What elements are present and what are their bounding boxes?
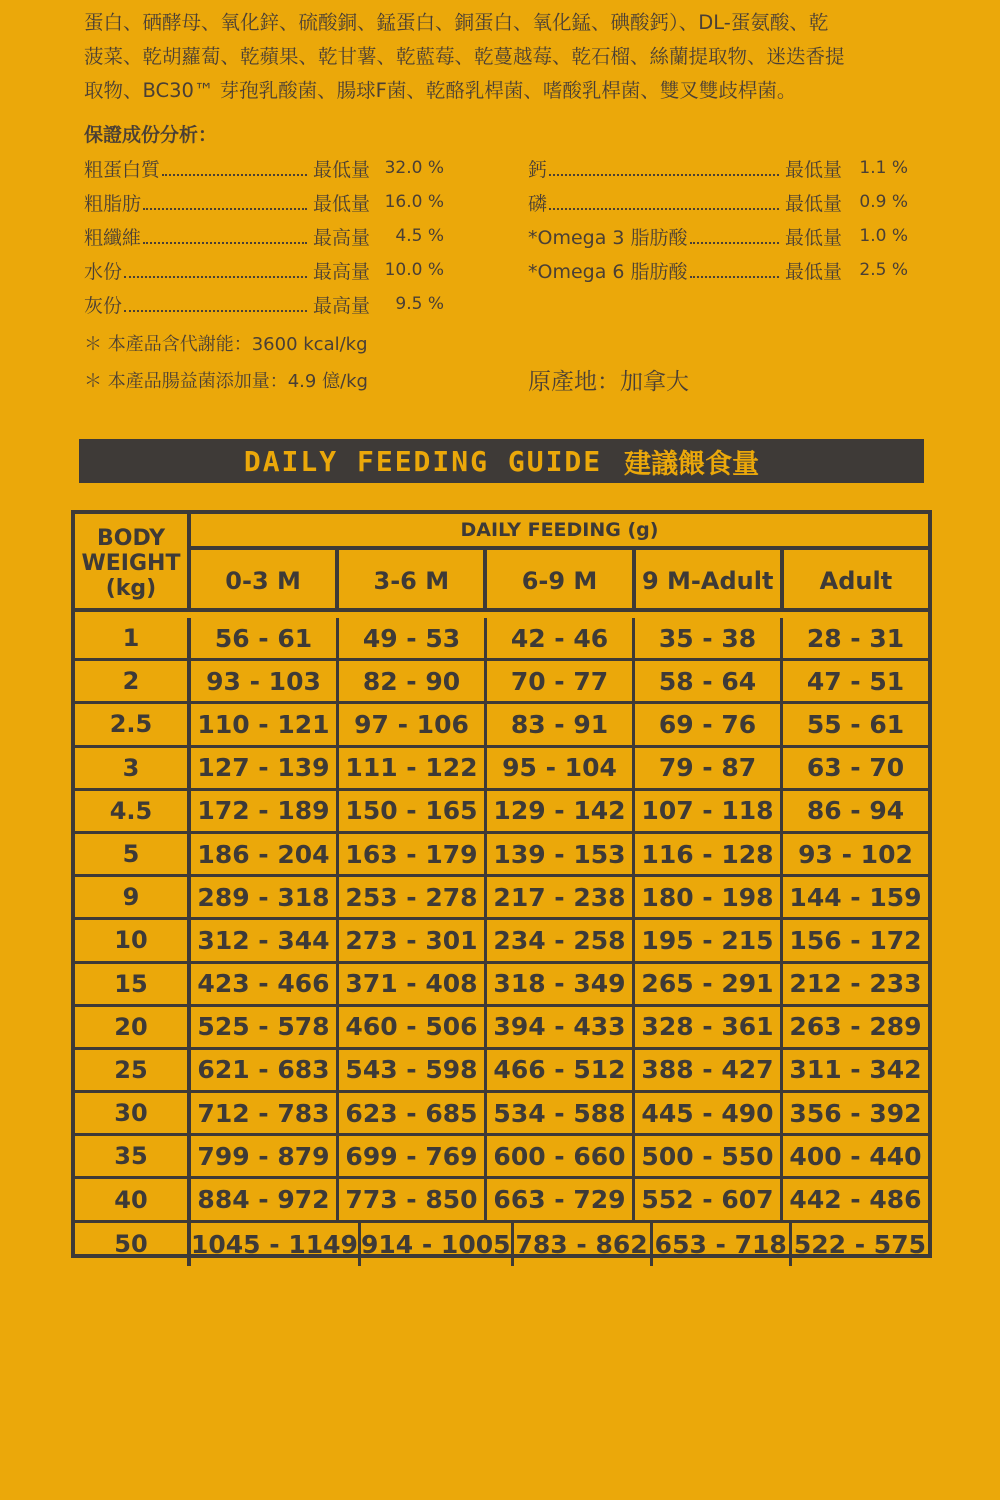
nutrient-name: 粗蛋白質: [84, 158, 161, 181]
feeding-amount-cell: 388 - 427: [635, 1050, 783, 1090]
feeding-table: [71, 510, 932, 1258]
nutrient-qualifier: 最低量: [784, 226, 842, 249]
nutrient-row: [84, 219, 444, 253]
feeding-amount-cell: 28 - 31: [806, 623, 905, 653]
nutrient-name: 灰份: [84, 294, 123, 317]
nutrient-name: 粗纖維: [84, 226, 142, 249]
feeding-amount-cell: 195 - 215: [635, 920, 783, 960]
feeding-amount-cell: 47 - 51: [806, 666, 905, 696]
feeding-amount-cell: 97 - 106: [339, 704, 487, 744]
daily-feeding-header: DAILY FEEDING (g): [191, 514, 928, 550]
nutrient-value: 16.0 %: [384, 192, 444, 212]
feeding-amount-cell: 699 - 769: [339, 1136, 487, 1176]
probiotic-note: ＊ 本產品腸益菌添加量：4.9 億/kg: [84, 371, 368, 392]
feeding-amount-cell: 653 - 718: [653, 1223, 792, 1266]
leader-dots: [690, 262, 779, 278]
feeding-amount-cell: 371 - 408: [339, 964, 487, 1004]
feeding-amount-cell: 884 - 972: [191, 1179, 339, 1219]
weight-cell: 30: [75, 1093, 191, 1133]
leader-dots: [143, 228, 307, 244]
weight-cell: 50: [75, 1223, 191, 1266]
feeding-amount-cell: 107 - 118: [635, 791, 783, 831]
nutrient-qualifier: 最低量: [784, 260, 842, 283]
age-header: 6-9 M: [487, 550, 635, 612]
feeding-amount-cell: 914 - 1005: [361, 1223, 514, 1266]
feeding-amount-cell: 212 - 233: [789, 969, 922, 999]
nutrient-list-left: [84, 151, 444, 321]
feeding-amount-cell: 623 - 685: [339, 1093, 487, 1133]
feeding-amount-cell: 263 - 289: [789, 1012, 922, 1042]
table-row: [75, 920, 928, 963]
nutrient-value: 2.5 %: [859, 260, 908, 280]
body-weight-header: BODY WEIGHT (kg): [75, 514, 191, 612]
feeding-amount-cell: 35 - 38: [635, 618, 783, 658]
feeding-amount-cell: 253 - 278: [339, 877, 487, 917]
feeding-amount-cell: 186 - 204: [191, 834, 339, 874]
energy-note: ＊ 本產品含代謝能：3600 kcal/kg: [84, 334, 368, 355]
table-row: [75, 877, 928, 920]
feeding-amount-cell: 150 - 165: [339, 791, 487, 831]
table-row: [75, 748, 928, 791]
feeding-amount-cell: 83 - 91: [487, 704, 635, 744]
table-row: [75, 1179, 928, 1222]
feeding-amount-cell: 234 - 258: [487, 920, 635, 960]
weight-cell: 9: [75, 877, 191, 917]
feeding-amount-cell: 70 - 77: [487, 661, 635, 701]
nutrient-row: [528, 185, 908, 219]
feeding-amount-cell: 712 - 783: [191, 1093, 339, 1133]
nutrient-row: [528, 219, 908, 253]
table-row: [75, 704, 928, 747]
feeding-amount-cell: 265 - 291: [635, 964, 783, 1004]
feeding-amount-cell: 799 - 879: [191, 1136, 339, 1176]
nutrient-value: 32.0 %: [384, 158, 444, 178]
nutrient-row: [84, 151, 444, 185]
feeding-amount-cell: 1045 - 1149: [191, 1223, 361, 1266]
ingredients-text: [84, 6, 934, 108]
feeding-amount-cell: 460 - 506: [339, 1007, 487, 1047]
feeding-amount-cell: 49 - 53: [339, 618, 487, 658]
nutrient-qualifier: 最高量: [312, 260, 370, 283]
feeding-amount-cell: 445 - 490: [635, 1093, 783, 1133]
feeding-amount-cell: 93 - 103: [191, 661, 339, 701]
nutrient-row: [528, 151, 908, 185]
nutrient-qualifier: 最低量: [784, 158, 842, 181]
feeding-amount-cell: 273 - 301: [339, 920, 487, 960]
nutrient-qualifier: 最低量: [312, 158, 370, 181]
feeding-amount-cell: 172 - 189: [191, 791, 339, 831]
nutrient-name: *Omega 3 脂肪酸: [528, 226, 688, 249]
nutrient-qualifier: 最高量: [312, 294, 370, 317]
feeding-amount-cell: 217 - 238: [487, 877, 635, 917]
weight-cell: 10: [75, 920, 191, 960]
feeding-amount-cell: 543 - 598: [339, 1050, 487, 1090]
table-row: [75, 964, 928, 1007]
ingredients-line: 取物、BC30™ 芽孢乳酸菌、腸球F菌、乾酪乳桿菌、嗜酸乳桿菌、雙叉雙歧桿菌。: [84, 79, 797, 102]
feeding-amount-cell: 621 - 683: [191, 1050, 339, 1090]
origin-label: 原產地：加拿大: [528, 369, 689, 395]
age-header: 3-6 M: [339, 550, 487, 612]
leader-dots: [549, 160, 779, 176]
feeding-amount-cell: 129 - 142: [487, 791, 635, 831]
weight-cell: 20: [75, 1007, 191, 1047]
feeding-amount-cell: 423 - 466: [191, 964, 339, 1004]
feeding-amount-cell: 180 - 198: [635, 877, 783, 917]
feeding-amount-cell: 318 - 349: [487, 964, 635, 1004]
nutrient-value: 1.1 %: [859, 158, 908, 178]
nutrient-row: [84, 253, 444, 287]
leader-dots: [124, 296, 307, 312]
feeding-amount-cell: 522 - 575: [793, 1229, 926, 1259]
feeding-amount-cell: 663 - 729: [487, 1179, 635, 1219]
feeding-amount-cell: 525 - 578: [191, 1007, 339, 1047]
feeding-amount-cell: 63 - 70: [806, 753, 905, 783]
ingredients-line: 蛋白、硒酵母、氧化鋅、硫酸銅、錳蛋白、銅蛋白、氧化錳、碘酸鈣）、DL-蛋氨酸、乾: [84, 11, 829, 34]
nutrient-value: 9.5 %: [395, 294, 444, 314]
feeding-guide-title-en: DAILY FEEDING GUIDE: [243, 444, 603, 478]
feeding-amount-cell: 86 - 94: [806, 796, 905, 826]
nutrient-list-right: [528, 151, 908, 287]
weight-cell: 4.5: [75, 791, 191, 831]
feeding-amount-cell: 156 - 172: [789, 925, 922, 955]
weight-cell: 15: [75, 964, 191, 1004]
table-row: [75, 791, 928, 834]
feeding-amount-cell: 773 - 850: [339, 1179, 487, 1219]
feeding-amount-cell: 394 - 433: [487, 1007, 635, 1047]
weight-cell: 2.5: [75, 704, 191, 744]
feeding-amount-cell: 55 - 61: [806, 709, 905, 739]
analysis-title: 保證成份分析：: [84, 124, 218, 146]
weight-cell: 1: [75, 618, 191, 658]
feeding-amount-cell: 163 - 179: [339, 834, 487, 874]
feeding-amount-cell: 356 - 392: [789, 1098, 922, 1128]
nutrient-value: 0.9 %: [859, 192, 908, 212]
feeding-amount-cell: 95 - 104: [487, 748, 635, 788]
weight-cell: 25: [75, 1050, 191, 1090]
feeding-amount-cell: 69 - 76: [635, 704, 783, 744]
feeding-amount-cell: 139 - 153: [487, 834, 635, 874]
feeding-amount-cell: 442 - 486: [789, 1185, 922, 1215]
feeding-guide-title-zh: 建議餵食量: [624, 448, 760, 480]
nutrient-value: 1.0 %: [859, 226, 908, 246]
feeding-amount-cell: 500 - 550: [635, 1136, 783, 1176]
feeding-amount-cell: 783 - 862: [514, 1223, 653, 1266]
weight-cell: 5: [75, 834, 191, 874]
feeding-table-body: [75, 618, 928, 1259]
feeding-amount-cell: 42 - 46: [487, 618, 635, 658]
weight-cell: 2: [75, 661, 191, 701]
table-row: [75, 1136, 928, 1179]
feeding-amount-cell: 58 - 64: [635, 661, 783, 701]
feeding-amount-cell: 93 - 102: [798, 839, 913, 869]
weight-cell: 3: [75, 748, 191, 788]
nutrient-qualifier: 最高量: [312, 226, 370, 249]
header-divider: [75, 608, 928, 612]
feeding-amount-cell: 311 - 342: [789, 1055, 922, 1085]
nutrient-row: [84, 185, 444, 219]
weight-cell: 40: [75, 1179, 191, 1219]
feeding-guide-banner: [79, 439, 924, 483]
feeding-amount-cell: 312 - 344: [191, 920, 339, 960]
feeding-amount-cell: 600 - 660: [487, 1136, 635, 1176]
feeding-amount-cell: 534 - 588: [487, 1093, 635, 1133]
leader-dots: [143, 194, 307, 210]
feeding-amount-cell: 116 - 128: [635, 834, 783, 874]
age-header: Adult: [819, 567, 893, 595]
nutrient-qualifier: 最低量: [784, 192, 842, 215]
feeding-amount-cell: 552 - 607: [635, 1179, 783, 1219]
leader-dots: [162, 160, 307, 176]
nutrient-qualifier: 最低量: [312, 192, 370, 215]
feeding-amount-cell: 466 - 512: [487, 1050, 635, 1090]
nutrient-value: 4.5 %: [395, 226, 444, 246]
table-row: [75, 1050, 928, 1093]
nutrient-row: [84, 287, 444, 321]
nutrient-name: *Omega 6 脂肪酸: [528, 260, 688, 283]
nutrient-name: 粗脂肪: [84, 192, 142, 215]
table-row: [75, 1093, 928, 1136]
leader-dots: [124, 262, 307, 278]
feeding-amount-cell: 82 - 90: [339, 661, 487, 701]
feeding-amount-cell: 400 - 440: [789, 1141, 922, 1171]
table-row: [75, 661, 928, 704]
table-row: [75, 618, 928, 661]
feeding-amount-cell: 56 - 61: [191, 618, 339, 658]
age-header: 9 M-Adult: [636, 550, 784, 612]
nutrient-name: 磷: [528, 192, 548, 215]
feeding-amount-cell: 289 - 318: [191, 877, 339, 917]
nutrient-value: 10.0 %: [384, 260, 444, 280]
leader-dots: [549, 194, 779, 210]
nutrient-name: 鈣: [528, 158, 548, 181]
age-header: 0-3 M: [191, 550, 339, 612]
table-row: [75, 1223, 928, 1266]
nutrient-row: [528, 253, 908, 287]
weight-cell: 35: [75, 1136, 191, 1176]
feeding-amount-cell: 111 - 122: [339, 748, 487, 788]
age-header-row: [191, 550, 928, 612]
leader-dots: [690, 228, 779, 244]
feeding-amount-cell: 127 - 139: [191, 748, 339, 788]
feeding-amount-cell: 144 - 159: [789, 882, 922, 912]
table-row: [75, 834, 928, 877]
ingredients-line: 菠菜、乾胡蘿蔔、乾蘋果、乾甘薯、乾藍莓、乾蔓越莓、乾石榴、絲蘭提取物、迷迭香提: [84, 45, 845, 68]
feeding-amount-cell: 79 - 87: [635, 748, 783, 788]
feeding-amount-cell: 328 - 361: [635, 1007, 783, 1047]
feeding-amount-cell: 110 - 121: [191, 704, 339, 744]
table-row: [75, 1007, 928, 1050]
nutrient-name: 水份: [84, 260, 123, 283]
